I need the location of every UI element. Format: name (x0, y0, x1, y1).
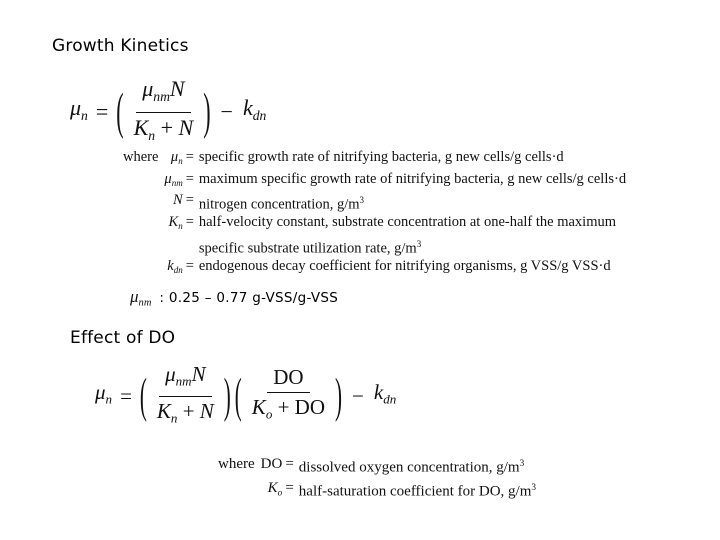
growth-kinetics-heading: Growth Kinetics (52, 36, 189, 56)
definition-text: specific substrate utilization rate, $g/m^3$ (198, 238, 422, 257)
effect-of-do-heading: Effect of DO (70, 328, 176, 348)
definition-lead: where (123, 149, 159, 165)
definition-text: half-velocity constant, substrate concentration at one-half the maximum (198, 214, 617, 231)
definition-equals: = (285, 456, 294, 472)
definition-text: specific growth rate of nitrifying bacteria, g new cells/g cells·d (198, 149, 564, 165)
eq2-numerator-2: DO (267, 365, 309, 393)
eq2-minus: − (352, 383, 364, 408)
definition-text: nitrogen concentration, $g/m^3$ (198, 195, 365, 213)
definition-lead (123, 192, 164, 214)
do-growth-rate-equation (95, 362, 396, 430)
eq2-numerator-1: $\mu_{nm}N$ (159, 362, 211, 397)
definition-lead (123, 171, 164, 193)
definition-equals: = (285, 480, 294, 497)
eq1-fraction (128, 76, 200, 149)
eq2-close-paren-2: ) (335, 367, 343, 423)
definition-symbol: N (173, 192, 183, 209)
definition-equals: = (185, 257, 194, 274)
eq2-fraction-2 (246, 365, 331, 427)
growth-definitions (123, 149, 626, 279)
eq1-close-paren: ) (203, 82, 211, 140)
definition-lead: where (218, 456, 255, 472)
eq2-open-paren-2: ( (234, 367, 242, 423)
eq2-close-paren-1: ) (223, 367, 231, 423)
eq1-numerator: $\mu_{nm}N$ (136, 76, 190, 113)
max-growth-rate-note (130, 287, 338, 309)
eq1-minus: − (220, 99, 233, 125)
eq2-equals: = (120, 383, 132, 408)
definition-text: half-saturation coefficient for DO, $g/m^3$ (298, 483, 537, 500)
definition-row (218, 455, 536, 479)
definition-equals: = (185, 170, 194, 187)
definition-row (218, 479, 536, 503)
definition-lead (123, 236, 164, 258)
eq2-fraction-1 (151, 362, 220, 430)
definition-row (123, 171, 626, 193)
do-definitions (218, 455, 536, 504)
definition-row (123, 236, 626, 258)
definition-equals (186, 236, 199, 258)
definition-equals: = (185, 192, 194, 209)
definition-symbol (164, 236, 185, 258)
note-symbol: $\mu_{nm}$ (130, 287, 152, 309)
definition-symbol: $K_n$ (168, 214, 183, 232)
definition-text: dissolved oxygen concentration, $g/m^3$ (298, 459, 525, 476)
eq1-decay-term: $k_{dn}$ (242, 95, 267, 124)
definition-symbol: DO (260, 456, 283, 472)
eq1-denominator: $K_n + N$ (133, 114, 194, 143)
definition-text: endogenous decay coefficient for nitrifying organisms, g VSS/g VSS·d (198, 257, 611, 274)
definition-row (123, 258, 626, 280)
eq2-decay-term: $k_{dn}$ (373, 380, 397, 407)
growth-rate-equation (70, 76, 266, 149)
eq2-lhs: $\mu_n$ (95, 380, 113, 407)
definition-equals: = (185, 214, 194, 231)
definition-row (123, 192, 626, 214)
definition-text: maximum specific growth rate of nitrifying bacteria, g new cells/g cells·d (198, 170, 627, 187)
definition-symbol: $\mu_n$ (170, 149, 183, 167)
eq2-open-paren-1: ( (139, 367, 147, 423)
definition-lead (218, 479, 261, 503)
note-text: : 0.25 – 0.77 g-VSS/g-VSS (159, 290, 339, 306)
eq1-open-paren: ( (116, 82, 124, 140)
definition-equals: = (185, 149, 194, 165)
definition-symbol: $K_o$ (267, 480, 283, 499)
eq1-lhs: $\mu_n$ (70, 95, 88, 124)
definition-row (123, 149, 626, 171)
definition-lead (123, 214, 164, 236)
definition-lead (123, 258, 164, 280)
eq2-denominator-1: $K_n + N$ (156, 398, 214, 426)
definition-row (123, 214, 626, 236)
eq1-equals: = (95, 99, 109, 125)
definition-symbol: $k_{dn}$ (167, 257, 183, 275)
eq2-denominator-2: $K_o$ + DO (251, 395, 326, 422)
definition-symbol: $\mu_{nm}$ (164, 170, 183, 188)
